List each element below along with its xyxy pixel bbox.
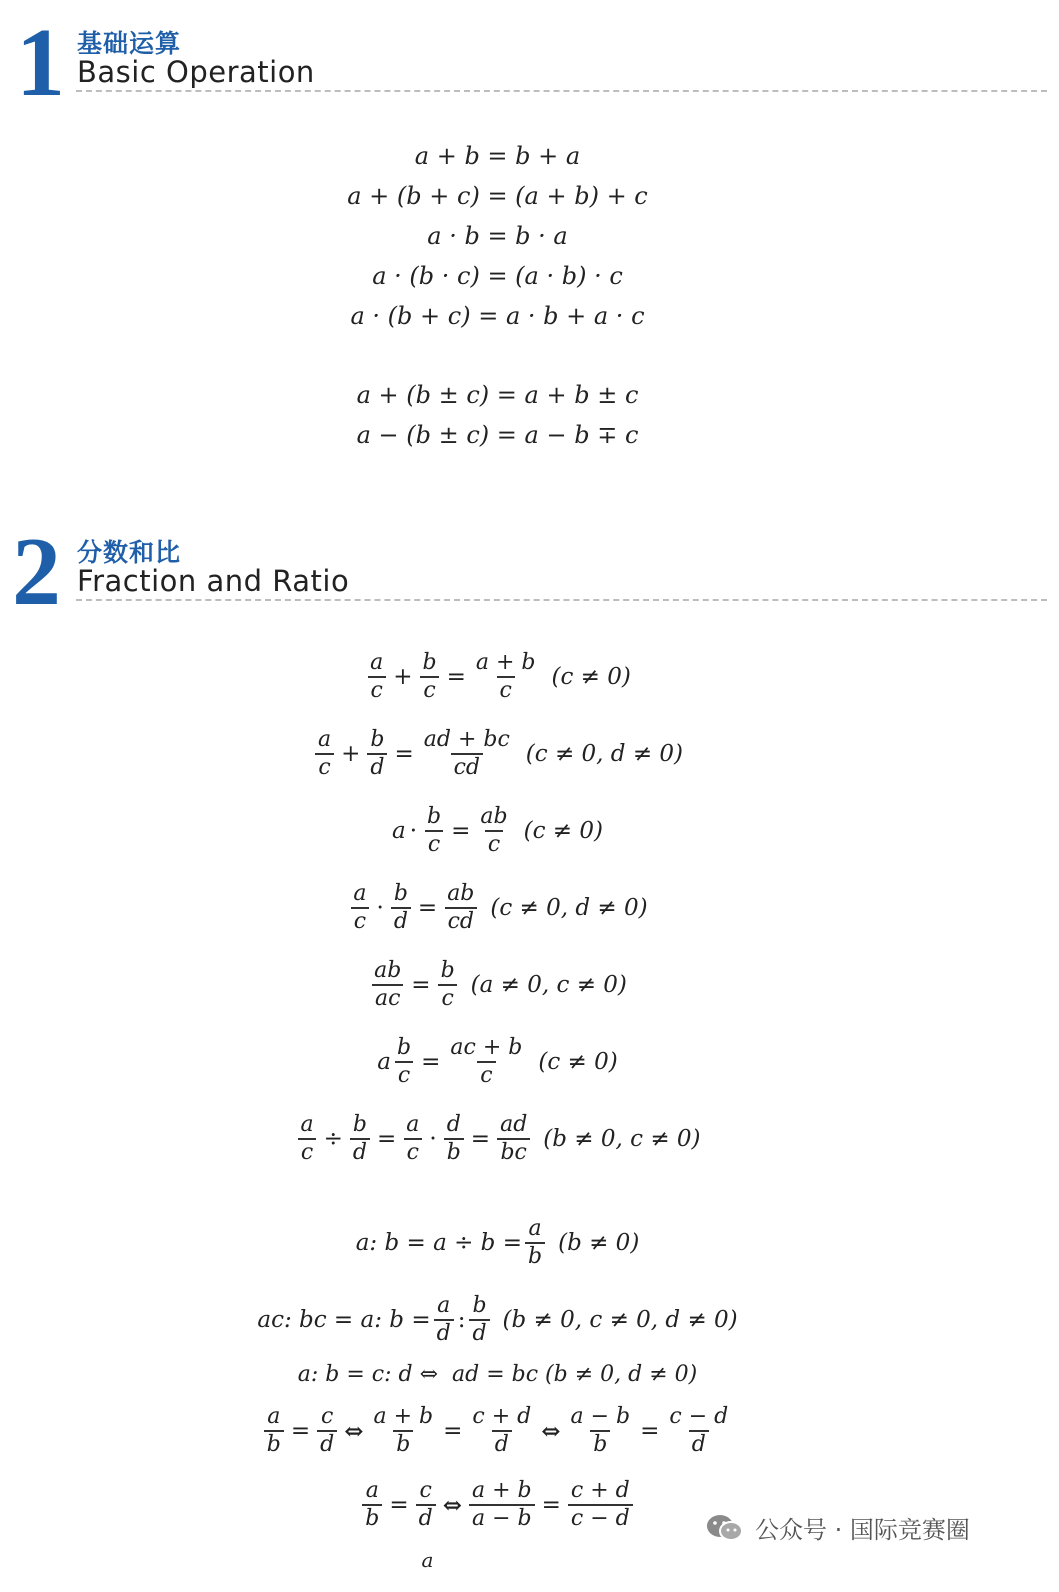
- watermark: [705, 1510, 970, 1545]
- section-title-en: Basic Operation: [77, 55, 315, 89]
- section-title-cn: 基础运算: [77, 29, 182, 58]
- section-title-en: Fraction and Ratio: [77, 564, 350, 598]
- section-title-cn: 分数和比: [77, 538, 182, 567]
- ratio-equation-scaling: ac: bc = a: b = $\frac{a}{d}$ : $\frac{b}{d}$ (b ≠ 0, c ≠ 0, d ≠ 0): [257, 1293, 738, 1347]
- equation-commutative-add: a + b = b + a: [414, 142, 581, 170]
- condition: (c ≠ 0): [551, 664, 631, 691]
- fraction-equation-mixed-number: a $\frac{b}{c}$ = $\frac{ac + b}{c}$ (c ≠ 0): [377, 1035, 618, 1089]
- condition: (c ≠ 0): [523, 818, 603, 845]
- condition: (c ≠ 0, d ≠ 0): [490, 895, 648, 922]
- condition: (a ≠ 0, c ≠ 0): [470, 972, 627, 999]
- condition: (b ≠ 0, c ≠ 0): [543, 1126, 701, 1153]
- ratio-equation-componendo-dividendo: $\frac{a}{b}$ = $\frac{c}{d}$ ⇔ $\frac{a + b}{a - b}$ = $\frac{c + d}{c - d}$: [0, 1478, 995, 1533]
- watermark-text: 公众号 · 国际竞赛圈: [755, 1516, 970, 1544]
- fraction-equation-division: $\frac{a}{c}$ ÷ $\frac{b}{d}$ = $\frac{a}{c}$ · $\frac{d}{b}$ = $\frac{ad}{bc}$ (b ≠ 0, c ≠ 0): [0, 1112, 995, 1167]
- dashed-divider: [76, 90, 1047, 92]
- equation-associative-add: a + (b + c) = (a + b) + c: [347, 182, 648, 210]
- fraction: $\frac{b}{c}$: [420, 650, 440, 705]
- fraction-equation-same-denominator: $\frac{a}{c}$ + $\frac{b}{c}$ = $\frac{a + b}{c}$ (c ≠ 0): [0, 650, 995, 705]
- section-2-header: [12, 518, 1047, 626]
- fraction: $\frac{a + b}{c}$: [475, 650, 536, 704]
- partial-equation-cutoff: a: [421, 1548, 434, 1572]
- condition: (b ≠ 0): [558, 1230, 640, 1257]
- fraction-equation-different-denominator: $\frac{a}{c}$ + $\frac{b}{d}$ = $\frac{ad + bc}{cd}$ (c ≠ 0, d ≠ 0): [0, 727, 995, 782]
- wechat-icon: [705, 1513, 745, 1543]
- section-1-header: [12, 9, 1047, 117]
- equation-distributive: a · (b + c) = a · b + a · c: [350, 302, 645, 330]
- section-number: 2: [12, 518, 61, 626]
- condition: (b ≠ 0, c ≠ 0, d ≠ 0): [502, 1307, 738, 1334]
- condition: (c ≠ 0): [538, 1049, 618, 1076]
- fraction-equation-product: $\frac{a}{c}$ · $\frac{b}{d}$ = $\frac{ab}{cd}$ (c ≠ 0, d ≠ 0): [0, 881, 995, 936]
- dashed-divider: [76, 599, 1047, 601]
- fraction-equation-cancel: $\frac{ab}{ac}$ = $\frac{b}{c}$ (a ≠ 0, c ≠ 0): [0, 958, 995, 1013]
- fraction-equation-scalar-mul: a · $\frac{b}{c}$ = $\frac{ab}{c}$ (c ≠ 0): [392, 804, 603, 858]
- section-number: 1: [16, 9, 65, 117]
- ratio-equation-cross-product: a: b = c: d ⇔ ad = bc (b ≠ 0, d ≠ 0): [297, 1362, 698, 1387]
- condition: (c ≠ 0, d ≠ 0): [525, 741, 684, 768]
- equation-commutative-mul: a · b = b · a: [427, 222, 568, 250]
- ratio-equation-componendo: $\frac{a}{b}$ = $\frac{c}{d}$ ⇔ $\frac{a + b}{b}$ = $\frac{c + d}{d}$ ⇔ $\frac{a - b}{b}$ = $\frac{c - d}{d}$: [0, 1404, 995, 1459]
- equation-associative-mul: a · (b · c) = (a · b) · c: [372, 262, 623, 290]
- equation-plus-pm: a + (b ± c) = a + b ± c: [356, 381, 639, 409]
- equation-minus-pm: a − (b ± c) = a − b ∓ c: [356, 421, 639, 449]
- fraction: $\frac{a}{c}$: [367, 650, 386, 705]
- ratio-equation-definition: a: b = a ÷ b = $\frac{a}{b}$ (b ≠ 0): [355, 1216, 640, 1270]
